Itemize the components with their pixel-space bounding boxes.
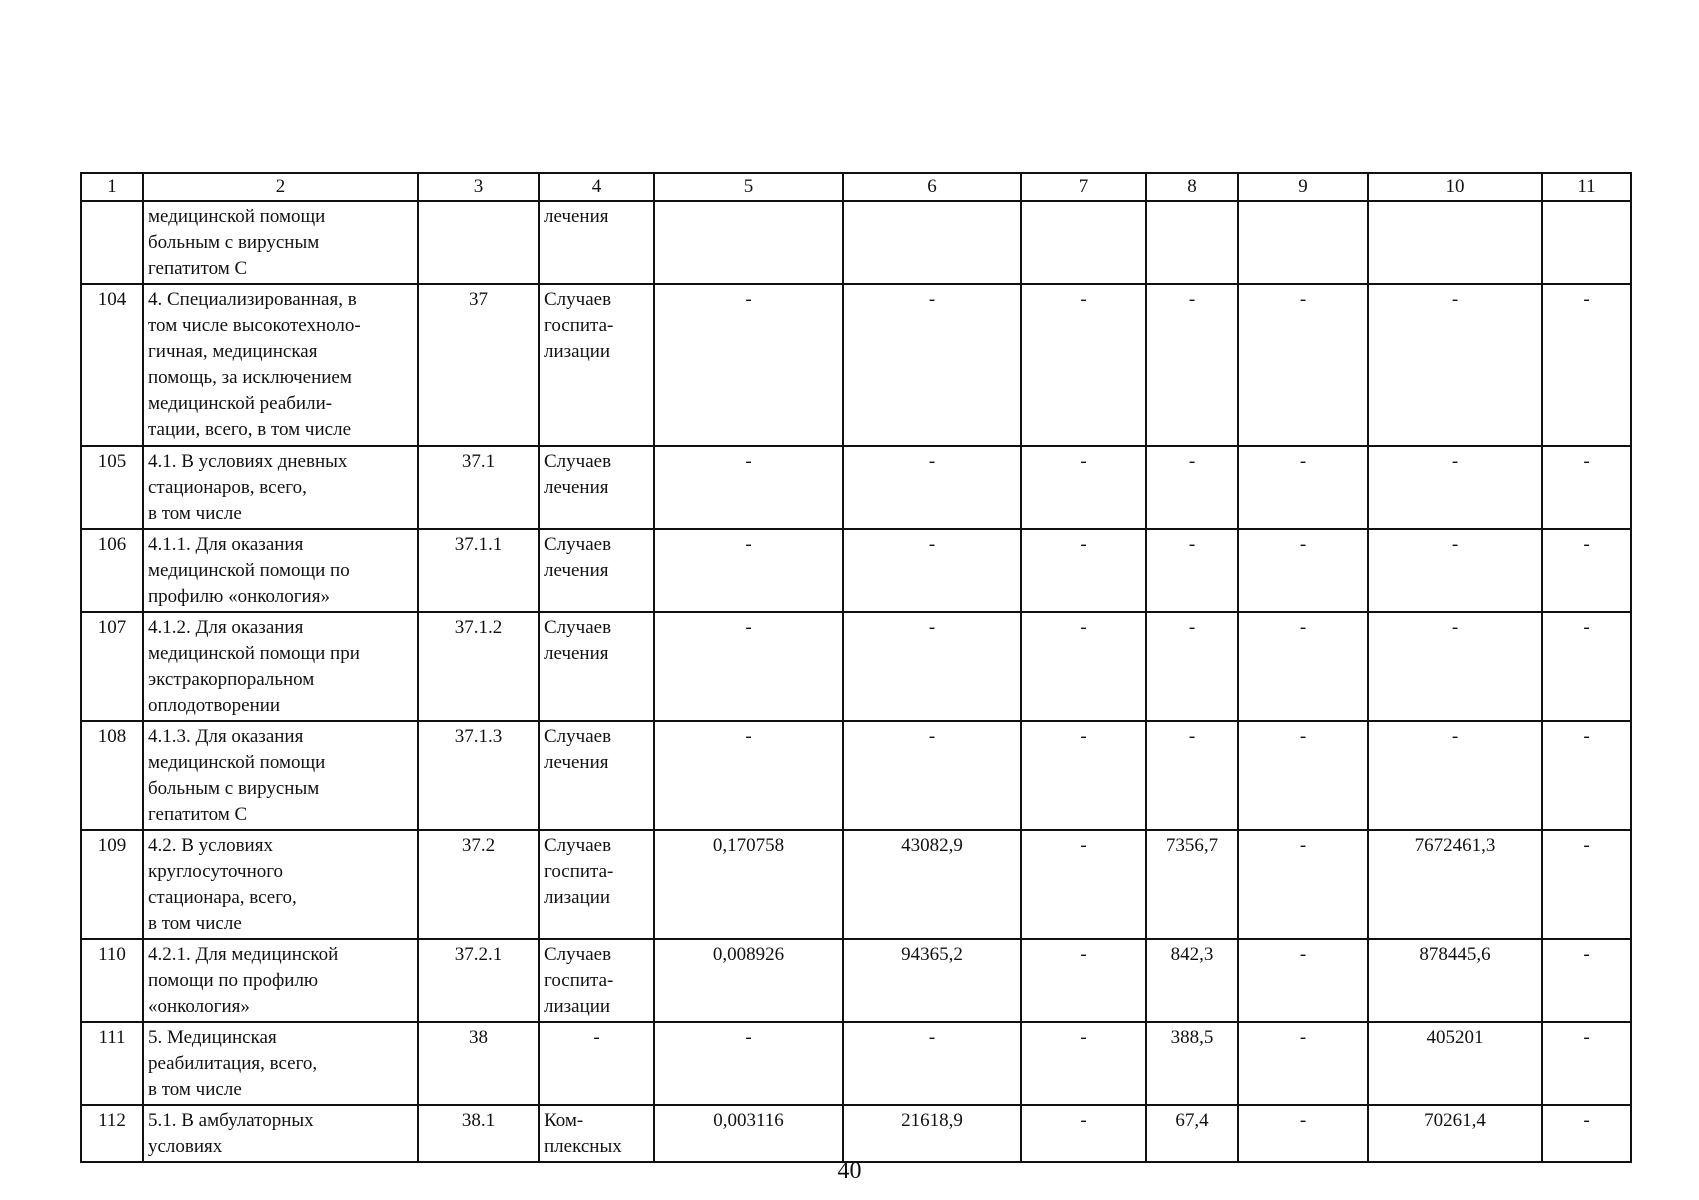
row-unit: Случаев госпита- лизации [539,830,654,939]
row-number: 107 [81,612,143,721]
row-col-5: 0,003116 [654,1105,843,1162]
row-col-8: - [1146,446,1238,529]
row-code: 37.1.1 [418,529,539,612]
row-col-10: - [1368,529,1542,612]
row-code: 37.1.2 [418,612,539,721]
row-col-7: - [1021,721,1146,830]
row-code [418,201,539,284]
row-col-6: 94365,2 [843,939,1021,1022]
row-col-10 [1368,201,1542,284]
row-col-11: - [1542,612,1631,721]
row-col-6: - [843,529,1021,612]
row-col-7 [1021,201,1146,284]
row-col-10: - [1368,612,1542,721]
row-col-10: - [1368,284,1542,446]
row-col-6: - [843,721,1021,830]
header-col-7: 7 [1021,173,1146,201]
row-col-7: - [1021,1105,1146,1162]
row-col-5: - [654,721,843,830]
row-code: 37.2.1 [418,939,539,1022]
row-col-10: 70261,4 [1368,1105,1542,1162]
row-number: 108 [81,721,143,830]
row-col-9: - [1238,284,1368,446]
row-col-6 [843,201,1021,284]
row-code: 37.1.3 [418,721,539,830]
row-unit: Случаев лечения [539,612,654,721]
row-col-11: - [1542,1105,1631,1162]
table-row [81,830,1631,939]
row-name: 4.1.3. Для оказания медицинской помощи больным с вирусным гепатитом С [143,721,418,830]
row-col-5 [654,201,843,284]
row-col-8: 7356,7 [1146,830,1238,939]
row-col-7: - [1021,830,1146,939]
row-col-9: - [1238,721,1368,830]
data-table [80,172,1632,1163]
row-col-8: 67,4 [1146,1105,1238,1162]
row-name: 5. Медицинская реабилитация, всего, в том числе [143,1022,418,1105]
header-col-5: 5 [654,173,843,201]
row-col-10: 7672461,3 [1368,830,1542,939]
row-number [81,201,143,284]
header-col-9: 9 [1238,173,1368,201]
row-unit: Случаев лечения [539,721,654,830]
row-col-6: - [843,1022,1021,1105]
table-row [81,1105,1631,1162]
row-col-11: - [1542,830,1631,939]
row-name: 4.1. В условиях дневных стационаров, всего, в том числе [143,446,418,529]
row-col-9: - [1238,612,1368,721]
row-col-9 [1238,201,1368,284]
table-row [81,446,1631,529]
row-unit: Случаев лечения [539,446,654,529]
row-number: 105 [81,446,143,529]
row-number: 111 [81,1022,143,1105]
row-col-7: - [1021,939,1146,1022]
row-unit: Случаев госпита- лизации [539,284,654,446]
table-row [81,201,1631,284]
row-col-8: - [1146,529,1238,612]
row-col-10: 878445,6 [1368,939,1542,1022]
row-col-8: 842,3 [1146,939,1238,1022]
row-col-9: - [1238,939,1368,1022]
row-code: 37 [418,284,539,446]
table-row [81,612,1631,721]
page-number: 40 [837,1158,862,1184]
table-row [81,939,1631,1022]
row-col-5: - [654,529,843,612]
row-col-7: - [1021,529,1146,612]
header-col-3: 3 [418,173,539,201]
row-name: медицинской помощи больным с вирусным гепатитом С [143,201,418,284]
row-col-7: - [1021,1022,1146,1105]
table-row [81,1022,1631,1105]
row-col-9: - [1238,1105,1368,1162]
row-number: 106 [81,529,143,612]
row-col-8: - [1146,284,1238,446]
row-code: 38 [418,1022,539,1105]
row-col-11: - [1542,1022,1631,1105]
row-col-11: - [1542,939,1631,1022]
row-col-8: 388,5 [1146,1022,1238,1105]
row-col-7: - [1021,612,1146,721]
row-col-10: - [1368,721,1542,830]
header-col-2: 2 [143,173,418,201]
header-col-8: 8 [1146,173,1238,201]
row-col-5: 0,170758 [654,830,843,939]
row-col-8 [1146,201,1238,284]
row-col-9: - [1238,830,1368,939]
row-col-6: - [843,612,1021,721]
row-name: 4. Специализированная, в том числе высокотехноло- гичная, медицинская помощь, за исключением медицинской реабили- тации, всего, в том числе [143,284,418,446]
row-col-7: - [1021,284,1146,446]
row-number: 112 [81,1105,143,1162]
table-header-row [81,173,1631,201]
row-col-11: - [1542,721,1631,830]
row-col-8: - [1146,721,1238,830]
row-col-10: 405201 [1368,1022,1542,1105]
header-col-6: 6 [843,173,1021,201]
row-col-10: - [1368,446,1542,529]
row-number: 110 [81,939,143,1022]
row-col-11: - [1542,446,1631,529]
header-col-1: 1 [81,173,143,201]
row-unit: Ком- плексных [539,1105,654,1162]
row-name: 4.2.1. Для медицинской помощи по профилю «онкология» [143,939,418,1022]
row-unit: - [539,1022,654,1105]
row-number: 104 [81,284,143,446]
row-col-5: - [654,446,843,529]
row-col-8: - [1146,612,1238,721]
row-name: 4.1.2. Для оказания медицинской помощи при экстракорпоральном оплодотворении [143,612,418,721]
header-col-10: 10 [1368,173,1542,201]
row-name: 4.2. В условиях круглосуточного стационара, всего, в том числе [143,830,418,939]
table-row [81,529,1631,612]
row-name: 5.1. В амбулаторных условиях [143,1105,418,1162]
row-col-5: - [654,1022,843,1105]
row-col-6: - [843,284,1021,446]
row-name: 4.1.1. Для оказания медицинской помощи по профилю «онкология» [143,529,418,612]
row-col-9: - [1238,529,1368,612]
row-col-6: 21618,9 [843,1105,1021,1162]
row-unit: Случаев лечения [539,529,654,612]
table-row [81,721,1631,830]
row-unit: Случаев госпита- лизации [539,939,654,1022]
row-code: 37.2 [418,830,539,939]
row-col-5: - [654,612,843,721]
row-code: 38.1 [418,1105,539,1162]
header-col-11: 11 [1542,173,1631,201]
row-code: 37.1 [418,446,539,529]
row-col-6: - [843,446,1021,529]
row-col-11: - [1542,284,1631,446]
table-row [81,284,1631,446]
row-col-11: - [1542,529,1631,612]
row-unit: лечения [539,201,654,284]
row-col-7: - [1021,446,1146,529]
row-number: 109 [81,830,143,939]
row-col-5: - [654,284,843,446]
row-col-9: - [1238,446,1368,529]
row-col-9: - [1238,1022,1368,1105]
row-col-5: 0,008926 [654,939,843,1022]
row-col-11 [1542,201,1631,284]
header-col-4: 4 [539,173,654,201]
row-col-6: 43082,9 [843,830,1021,939]
